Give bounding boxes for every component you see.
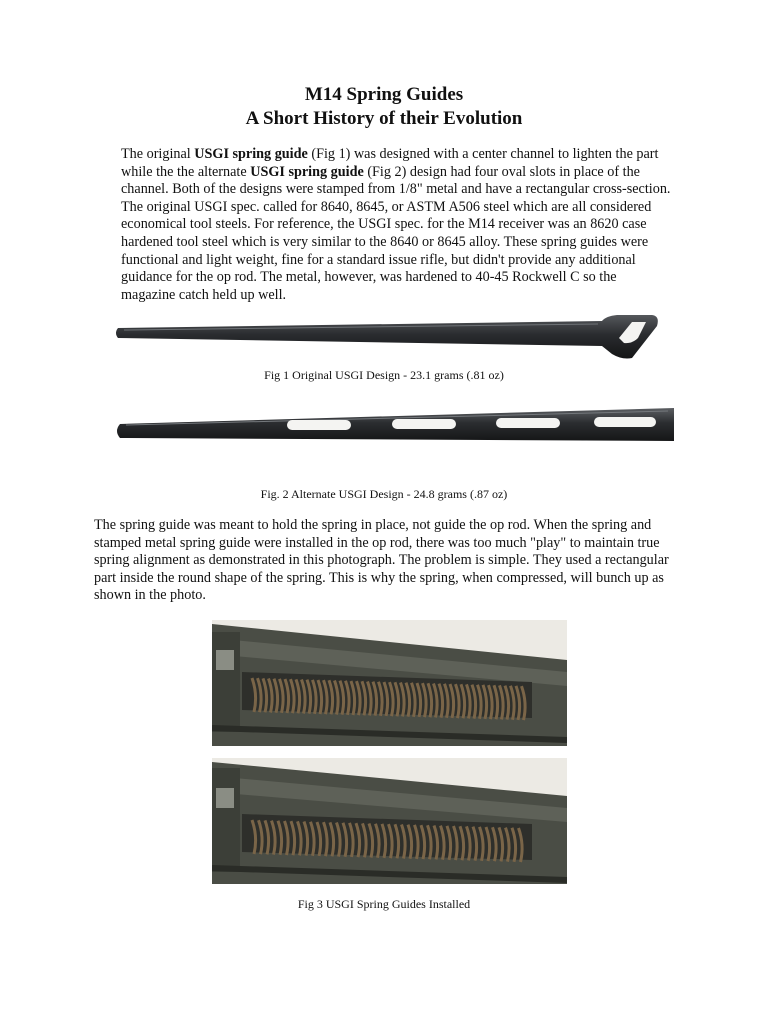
- fig2-spring-guide-image: [112, 398, 674, 456]
- body-paragraph-2: The spring guide was meant to hold the spring in place, not guide the op rod. When the spring and stamped metal spring guide were installed in the op rod, there was too much "play" to maintain true spring alignment as demonstrated in this photograph. The problem is simple. They used a rectangular part inside the round shape of the spring. This is why the spring, when compressed, will bunch up as shown in the photo.: [94, 517, 669, 604]
- usgi-spring-guide-term-2: USGI spring guide: [250, 163, 364, 180]
- intro-text-3: (Fig 2) design had four oval slots in place of the channel. Both of the designs were stamped from 1/8" metal and have a rectangular cross-section. The original USGI spec. called for 8640, 8645, or ASTM A506 steel which are all considered economical tool steels. For reference, the USGI spec. for the M14 receiver was an 8620 case hardened tool steel which is very similar to the 8640 or 8645 alloy. These spring guides were functional and light weight, fine for a standard issue rifle, but didn't provide any additional guidance for the op rod. The metal, however, was hardened to 40-45 Rockwell C so the magazine catch held up well.: [121, 163, 671, 303]
- usgi-spring-guide-term-1: USGI spring guide: [194, 146, 308, 162]
- intro-text-2: (Fig 1) was designed with a center channel to lighten the part while the the alternate: [121, 146, 659, 180]
- fig1-caption: Fig 1 Original USGI Design - 23.1 grams (.81 oz): [264, 368, 504, 382]
- intro-text-1: The original: [121, 146, 195, 162]
- fig3-caption: Fig 3 USGI Spring Guides Installed: [297, 897, 471, 911]
- fig3-photo-bottom: [212, 758, 567, 884]
- fig2-caption: Fig. 2 Alternate USGI Design - 24.8 grams (.87 oz): [260, 487, 508, 501]
- fig3-photo-top: [212, 620, 567, 746]
- page-title: M14 Spring Guides: [304, 84, 464, 105]
- fig1-spring-guide-image: [112, 308, 672, 366]
- page-subtitle: A Short History of their Evolution: [245, 108, 523, 129]
- intro-paragraph: [121, 146, 673, 304]
